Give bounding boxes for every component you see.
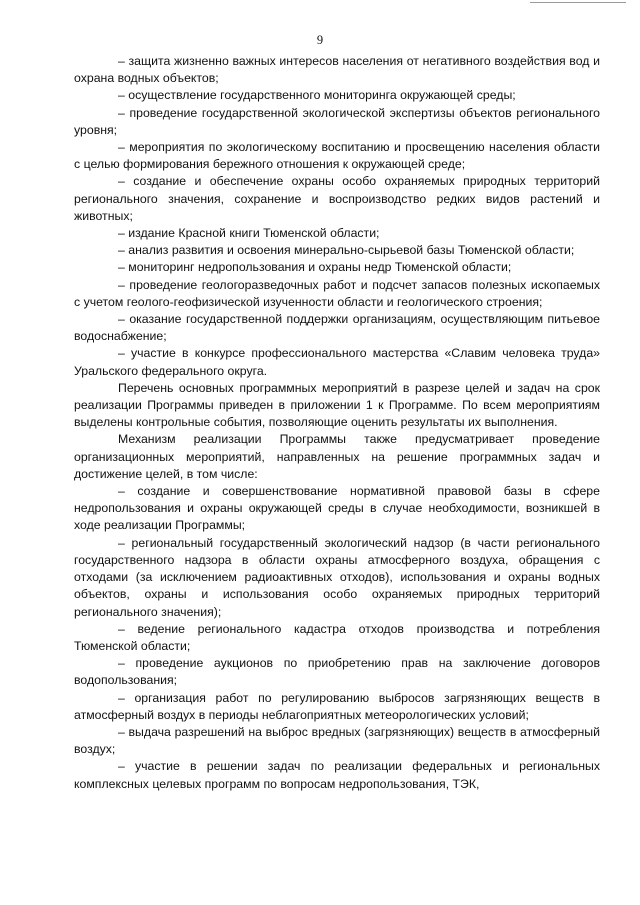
paragraph: – мероприятия по экологическому воспитанию и просвещению населения области с целью формирования бережного отношения к окружающей среде; xyxy=(74,140,600,172)
page-number: 9 xyxy=(316,33,324,47)
paragraph: – мониторинг недропользования и охраны недр Тюменской области; xyxy=(118,260,512,275)
paragraph: – участие в решении задач по реализации федеральных и региональных комплексных целевых программ по вопросам недропользования, ТЭК, xyxy=(74,759,600,791)
paragraph: – создание и совершенствование нормативной правовой базы в сфере недропользования и охраны окружающей среды в случае необходимости, возникшей в ходе реализации Программы; xyxy=(74,484,600,533)
paragraph: – проведение геологоразведочных работ и подсчет запасов полезных ископаемых с учетом геолого-геофизической изученности области и геологического строения; xyxy=(74,277,600,309)
document-body xyxy=(74,53,600,793)
paragraph: – анализ развития и освоения минерально-сырьевой базы Тюменской области; xyxy=(118,243,575,258)
paragraph: – создание и обеспечение охраны особо охраняемых природных территорий регионального значения, сохранение и воспроизводство редких видов растений и животных; xyxy=(74,174,600,223)
paragraph: – региональный государственный экологический надзор (в части регионального государственного надзора в области охраны атмосферного воздуха, обращения с отходами (за исключением радиоактивных отходов), использования и охраны водных объектов, охраны и использования особо охраняемых природных территорий регионального значения); xyxy=(74,535,600,619)
paragraph: – организация работ по регулированию выбросов загрязняющих веществ в атмосферный воздух в периоды неблагоприятных метеорологических условий; xyxy=(74,690,600,722)
paragraph: – издание Красной книги Тюменской области; xyxy=(118,226,380,241)
top-rule xyxy=(530,2,626,3)
paragraph: Перечень основных программных мероприятий в разрезе целей и задач на срок реализации Программы приведен в приложении 1 к Программе. По всем мероприятиям выделены контрольные события, позволяющие оценить результаты их выполнения. xyxy=(74,380,600,430)
paragraph: – участие в конкурсе профессионального мастерства «Славим человека труда» Уральского федерального округа. xyxy=(74,346,600,378)
paragraph: – проведение государственной экологической экспертизы объектов регионального уровня; xyxy=(74,105,600,137)
paragraph: – оказание государственной поддержки организациям, осуществляющим питьевое водоснабжение; xyxy=(74,312,600,344)
paragraph: – осуществление государственного мониторинга окружающей среды; xyxy=(118,88,516,103)
paragraph: – проведение аукционов по приобретению прав на заключение договоров водопользования; xyxy=(74,656,600,688)
paragraph: – ведение регионального кадастра отходов производства и потребления Тюменской области; xyxy=(74,621,600,653)
paragraph: Механизм реализации Программы также предусматривает проведение организационных мероприятий, направленных на решение программных задач и достижение целей, в том числе: xyxy=(74,432,600,481)
paragraph: – выдача разрешений на выброс вредных (загрязняющих) веществ в атмосферный воздух; xyxy=(74,724,600,757)
paragraph: – защита жизненно важных интересов населения от негативного воздействия вод и охрана водных объектов; xyxy=(74,54,600,86)
